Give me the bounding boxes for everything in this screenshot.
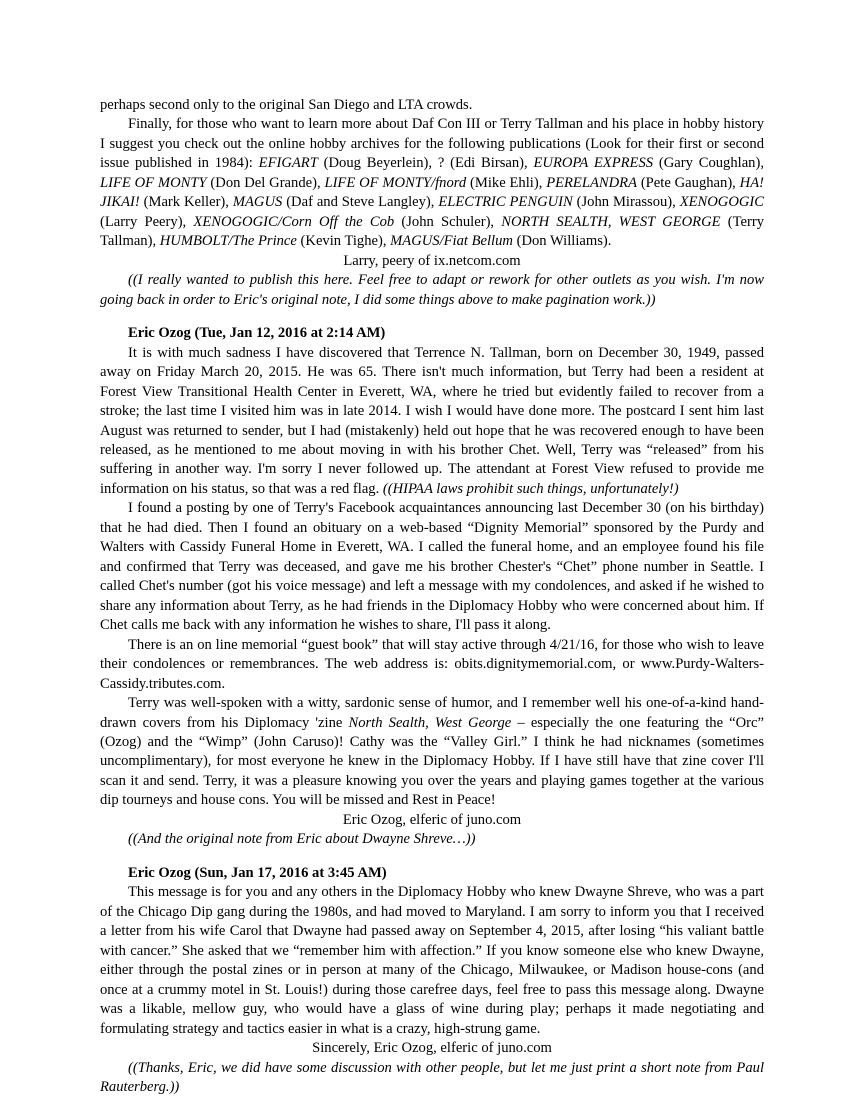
section-heading-eric-ozog-jan17: Eric Ozog (Sun, Jan 17, 2016 at 3:45 AM) [128,864,387,881]
zine-title-xenogogic: XENOGOGIC [679,194,765,211]
signature-eric-ozog-2: Sincerely, Eric Ozog, elferic of juno.com [312,1040,552,1057]
editor-note-2: ((And the original note from Eric about Dwayne Shreve…)) [128,831,476,848]
editor-note-3: ((Thanks, Eric, we did have some discussion with other people, but let me just print a short note from Paul Rauterberg.)) [100,1059,764,1095]
text-segment: – especially the one featuring the “Orc” (Ozog) and the “Wimp” (John Caruso)! Cathy was the “Valley Girl.” I think he had nicknames (sometimes uncomplimentary), for most everyone he knew in the Diplomacy Hobby. If I have still have that zine cover I'll scan it and send. Terry, it was a pleasure knowing you over the years and playing games together at the various dip tourneys and house cons. You will be missed and Rest in Peace! [100,714,764,809]
signature-eric-ozog-1: Eric Ozog, elferic of juno.com [342,811,522,828]
text-segment: (Mark Keller), [139,194,233,211]
zine-title-north-sealth-west-george: NORTH SEALTH, WEST GEORGE [501,213,721,230]
text-segment: It is with much sadness I have discovered that Terrence N. Tallman, born on December 30, 1949, passed away on Friday March 20, 2015. He was 65. There isn't much information, but Terry had been a resident at Forest View Transitional Health Center in Everett, WA, where he tried but evidently failed to recover from a stroke; the last time I visited him was in late 2014. I wish I would have done more. The postcard I sent him last August was returned to sender, but I had (mistakenly) held out hope that he was recovered enough to have been released, as he mentioned to me about moving in with his brother Chet. Well, Terry was “released” from his suffering in another way. I'm sorry I never followed up. The attendant at Forest View refused to provide me information on his status, so that was a red flag. [100,344,764,497]
zine-title-europa-express: EUROPA EXPRESS [533,155,654,172]
text-segment: (Kevin Tighe), [296,233,391,250]
zine-title-magus: MAGUS [232,194,283,211]
text-segment: (Don Del Grande), [206,174,325,191]
text-segment: Terry was well-spoken with a witty, sardonic sense of humor, and I remember well his one-of-a-kind hand-drawn covers from his Diplomacy 'zine [100,695,764,731]
editor-note-1: ((I really wanted to publish this here. Feel free to adapt or rework for other outlets as you wish. I'm now going back in order to Eric's original note, I did some things above to make pagination work.)) [100,272,764,308]
zine-title-north-sealth-west-george-2: North Sealth, West George [348,714,512,731]
paragraph-continuation: perhaps second only to the original San Diego and LTA crowds. [100,97,473,113]
signature-larry-peery: Larry, peery of ix.netcom.com [343,252,521,269]
text-segment: (Terry Tallman), [100,213,764,250]
paragraph-facebook-posting: I found a posting by one of Terry's Facebook acquaintances announcing last December 30 (on his birthday) that he had died. Then I found an obituary on a web-based “Dignity Memorial” sponsored by the Purdy and Walters with Cassidy Funeral Home in Everett, WA. I called the funeral home, and an employee found his file and confirmed that Terry was deceased, and gave me his brother Chester's “Chet” phone number in Seattle. I called Chet's number (got his voice message) and left a message with my condolences, and asked if he wished to share any information about Terry, as he had friends in the Diplomacy Hobby who were concerned about him. If Chet calls me back with any information he wishes to share, I'll pass it along. [100,500,764,634]
zine-title-life-of-monty-fnord: LIFE OF MONTY/fnord [324,174,467,191]
text-segment: (Larry Peery), [100,213,194,230]
paragraph-publications [100,115,764,251]
text-segment: (Pete Gaughan), [636,174,740,191]
zine-title-electric-penguin: ELECTRIC PENGUIN [438,194,573,211]
text-segment: (Don Williams). [512,233,612,250]
text-segment: (Doug Beyerlein), ? (Edi Birsan), [317,155,534,172]
zine-title-xenogogic-corn-off-the-cob: XENOGOGIC/Corn Off the Cob [193,213,395,230]
text-segment: Finally, for those who want to learn more about Daf Con III or Terry Tallman and his place in hobby history I suggest you check out the online hobby archives for the following publications (Look for their first or second issue published in 1984): [100,116,764,172]
zine-title-perelandra: PERELANDRA [546,174,637,191]
zine-title-humbolt-the-prince: HUMBOLT/The Prince [159,233,297,250]
text-segment: (John Schuler), [394,213,502,230]
text-segment: (Gary Coughlan), [653,155,764,172]
text-segment: (Mike Ehli), [466,174,547,191]
text-segment: (John Mirassou), [572,194,680,211]
document-body [100,96,764,1097]
editor-inline-note-hipaa: ((HIPAA laws prohibit such things, unfortunately!) [382,480,679,497]
paragraph-online-memorial: There is an on line memorial “guest book” that will stay active through 4/21/16, for those who wish to leave their condolences or remembrances. The web address is: obits.dignitymemorial.com, or www.Purdy-Walters-Cassidy.tributes.com. [100,636,764,692]
zine-title-magus-fiat-bellum: MAGUS/Fiat Bellum [390,233,513,250]
section-heading-eric-ozog-jan12: Eric Ozog (Tue, Jan 12, 2016 at 2:14 AM) [128,325,386,342]
zine-title-life-of-monty: LIFE OF MONTY [100,174,207,191]
paragraph-tallman-obituary [100,344,764,500]
paragraph-dwayne-shreve: This message is for you and any others in the Diplomacy Hobby who knew Dwayne Shreve, who was a part of the Chicago Dip gang during the 1980s, and had moved to Maryland. I am sorry to inform you that I received a letter from his wife Carol that Dwayne had passed away on September 4, 2015, after losing “his valiant battle with cancer.” She asked that we “remember him with affection.” If you know someone else who knew Dwayne, either through the postal zines or in person at many of the Chicago, Milwaukee, or Madison house-cons (and once at a crummy motel in St. Louis!) during those carefree days, feel free to pass this message along. Dwayne was a likable, mellow guy, who would have a glass of wine during play; perhaps it made negotiating and formulating strategy and tactics easier in what is a crazy, high-strung game. [100,884,764,1037]
paragraph-terry-remembrance [100,694,764,811]
zine-title-ha-jikai: HA! JIKAI! [100,174,764,211]
zine-title-efigart: EFIGART [258,155,318,172]
text-segment: (Daf and Steve Langley), [282,194,439,211]
